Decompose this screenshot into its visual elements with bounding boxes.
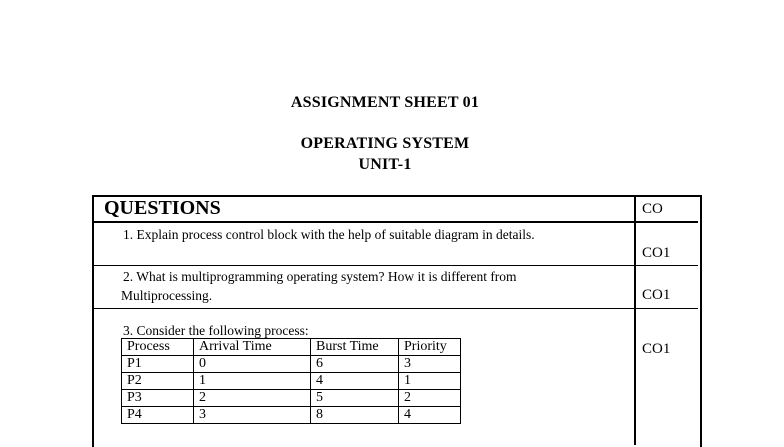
header-cell: Priority <box>399 339 461 356</box>
table-row <box>122 390 461 407</box>
header-cell: Arrival Time <box>194 339 311 356</box>
table-cell: 4 <box>399 407 461 424</box>
row-divider-1 <box>92 265 698 266</box>
question-2-line-2: Multiprocessing. <box>121 288 213 303</box>
question-2-co: CO1 <box>642 287 671 303</box>
table-cell: P3 <box>122 390 194 407</box>
table-cell: 8 <box>311 407 399 424</box>
table-cell: 2 <box>399 390 461 407</box>
co-column-header: CO <box>642 201 663 217</box>
question-3-co: CO1 <box>642 341 671 357</box>
question-1: 1. Explain process control block with the help of suitable diagram in details. <box>123 227 535 242</box>
sheet-title: ASSIGNMENT SHEET 01 <box>290 94 480 111</box>
table-cell: P1 <box>122 356 194 373</box>
process-table-header-row <box>122 339 461 356</box>
table-cell: 6 <box>311 356 399 373</box>
table-row <box>122 407 461 424</box>
question-2-line-1: 2. What is multiprogramming operating system? How it is different from <box>123 269 517 284</box>
row-divider-2 <box>92 308 698 309</box>
table-cell: 1 <box>194 373 311 390</box>
process-table <box>121 338 461 424</box>
table-cell: 2 <box>194 390 311 407</box>
table-cell: 0 <box>194 356 311 373</box>
table-cell: 5 <box>311 390 399 407</box>
table-cell: P4 <box>122 407 194 424</box>
table-cell: 3 <box>399 356 461 373</box>
table-cell: 3 <box>194 407 311 424</box>
header-cell: Burst Time <box>311 339 399 356</box>
table-cell: P2 <box>122 373 194 390</box>
question-1-co: CO1 <box>642 245 671 261</box>
questions-column-header: QUESTIONS <box>104 197 221 219</box>
table-row <box>122 356 461 373</box>
header-row-divider <box>92 221 698 223</box>
table-cell: 4 <box>311 373 399 390</box>
table-row <box>122 373 461 390</box>
subject-title: OPERATING SYSTEM <box>300 135 470 152</box>
unit-title: UNIT-1 <box>358 156 412 173</box>
co-column-divider <box>634 195 636 445</box>
question-3: 3. Consider the following process: <box>123 323 309 338</box>
header-cell: Process <box>122 339 194 356</box>
table-cell: 1 <box>399 373 461 390</box>
